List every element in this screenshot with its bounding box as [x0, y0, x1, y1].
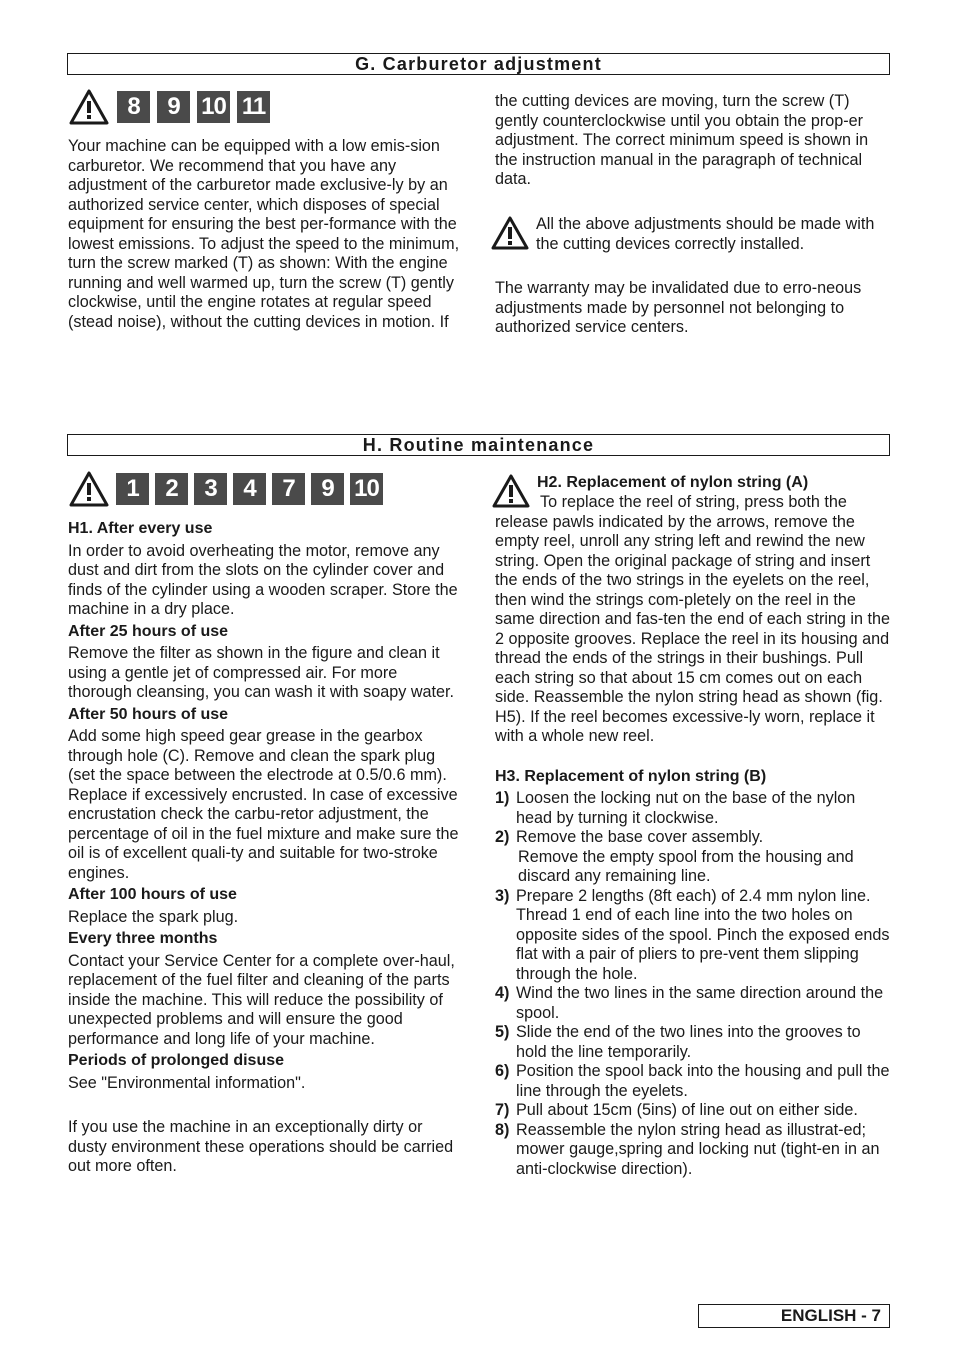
- warning-icon: [68, 88, 110, 126]
- h2-heading: H2. Replacement of nylon string (A): [537, 474, 809, 491]
- step-number: 3): [495, 886, 510, 905]
- step-number: 8): [495, 1120, 510, 1139]
- step-text: Reassemble the nylon string head as illustrat-ed; mower gauge,spring and locking nut (tight-en in an anti-clockwise direction).: [516, 1120, 880, 1178]
- after-50-hours-text: Add some high speed gear grease in the gearbox through hole (C). Remove and clean the spark plug (set the space between the electrode at 0.5/0.6 mm). Replace if excessively encrusted. In case of excessive encrustation check the carbu-retor adjustment, the percentage of oil in the fuel mixture and make sure the oil is of excellent quali-ty and suitable for two-stroke engines.: [68, 727, 459, 882]
- list-item: [495, 887, 891, 985]
- list-item: [495, 1023, 891, 1062]
- step-text: Remove the base cover assembly.: [516, 828, 764, 846]
- figure-ref-badge: 9: [157, 91, 190, 123]
- every-three-months-text: Contact your Service Center for a complete over-haul, replacement of the fuel filter and cleaning of the parts inside the machine. This will reduce the possibility of unexpected problems and will ensure the good performance and long life of your machine.: [68, 951, 455, 1048]
- figure-ref-badge: 10: [197, 91, 230, 123]
- section-g-icon-row: [68, 88, 270, 126]
- list-item: [495, 1062, 891, 1101]
- page-number-label: ENGLISH - 7: [698, 1304, 890, 1328]
- list-item: [495, 1101, 891, 1121]
- h2-text: To replace the reel of string, press both the release pawls indicated by the arrows, remove the empty reel, unroll any string left and rewind the new string. Open the original package of string and insert the ends of the two strings in the eyelets on the reel, then wind the strings com-pletely on the reel in the same direction and fas-ten the end of each string in the 2 opposite grooves. Replace the reel in its housing and thread the ends of the strings in their bushings. Pull each string so that about 15 cm comes out on each side. Reassemble the nylon string head as shown (fig. H5). If the reel becomes excessive-ly worn, replace it with a whole new reel.: [495, 493, 891, 745]
- warning-icon: [68, 470, 110, 508]
- every-three-months-heading: Every three months: [68, 930, 218, 947]
- section-h-title: H. Routine maintenance: [67, 434, 890, 456]
- figure-ref-badge: 10: [350, 473, 383, 505]
- prolonged-disuse-heading: Periods of prolonged disuse: [68, 1052, 285, 1069]
- h3-heading: H3. Replacement of nylon string (B): [495, 767, 767, 785]
- step-text: Pull about 15cm (5ins) of line out on either side.: [516, 1101, 858, 1119]
- step-number: 1): [495, 789, 510, 807]
- h1-text: In order to avoid overheating the motor, remove any dust and dirt from the slots on the cylinder cover and finds of the cylinder using a wooden scraper. Store the machine in a dry place.: [68, 541, 458, 618]
- after-50-hours-heading: After 50 hours of use: [68, 705, 229, 723]
- section-g-right-column: [495, 92, 891, 190]
- dusty-environment-text: If you use the machine in an exceptionally dirty or dusty environment these operations should be carried out more often.: [68, 1118, 454, 1175]
- warning-icon: [491, 473, 531, 509]
- figure-ref-badge: 11: [237, 91, 270, 123]
- section-h-icon-row: [68, 470, 383, 508]
- warranty-text: The warranty may be invalidated due to erro-neous adjustments made by personnel not belonging to authorized service centers.: [495, 279, 862, 336]
- section-h-right-column: [495, 473, 891, 1179]
- section-g-warning: [490, 215, 890, 254]
- adjustment-warning-text: All the above adjustments should be made with the cutting devices correctly installed.: [536, 215, 875, 253]
- step-number: 4): [495, 984, 510, 1002]
- list-item: [495, 984, 891, 1023]
- step-number: 2): [495, 828, 510, 846]
- warranty-note: [495, 279, 891, 338]
- after-100-hours-text: Replace the spark plug.: [68, 907, 239, 926]
- figure-ref-badge: 8: [117, 91, 150, 123]
- list-item: [495, 828, 891, 887]
- section-h-left-column: [68, 517, 464, 1177]
- step-number: 5): [495, 1023, 510, 1041]
- step-number: 7): [495, 1101, 510, 1119]
- after-100-hours-heading: After 100 hours of use: [68, 886, 237, 903]
- figure-ref-badge: 1: [116, 473, 149, 505]
- figure-ref-badge: 9: [311, 473, 344, 505]
- step-text: Slide the end of the two lines into the grooves to hold the line temporarily.: [516, 1023, 861, 1061]
- step-extra-text: Remove the empty spool from the housing and discard any remaining line.: [518, 847, 854, 885]
- step-text: Position the spool back into the housing and pull the line through the eyelets.: [516, 1062, 890, 1100]
- list-item: [495, 789, 891, 828]
- after-25-hours-text: Remove the filter as shown in the figure and clean it using a gentle jet of compressed air. For more thorough cleansing, you can wash it with soapy water.: [68, 644, 455, 701]
- carburetor-intro-text: Your machine can be equipped with a low emis-sion carburetor. We recommend that you have any adjustment of the carburetor made exclusive-ly by an authorized service center, which disposes of special equipment for ensuring the best per-formance with the lowest emissions. To adjust the speed to the minimum, turn the screw marked (T) as shown: With the engine running and well warmed up, turn the screw (T) gently clockwise, until the engine rotates at regular speed (stead noise), without the cutting devices in motion. If: [68, 137, 460, 331]
- h1-heading: H1. After every use: [68, 520, 213, 537]
- prolonged-disuse-text: See "Environmental information".: [68, 1073, 306, 1092]
- figure-ref-badge: 7: [272, 473, 305, 505]
- step-number: 6): [495, 1062, 510, 1080]
- warning-icon: [490, 215, 530, 251]
- after-25-hours-heading: After 25 hours of use: [68, 622, 229, 640]
- section-g-left-column: [68, 137, 464, 332]
- section-g-title: G. Carburetor adjustment: [67, 53, 890, 75]
- figure-ref-badge: 2: [155, 473, 188, 505]
- figure-ref-badge: 4: [233, 473, 266, 505]
- figure-ref-badge: 3: [194, 473, 227, 505]
- list-item: [495, 1121, 891, 1180]
- step-text: Wind the two lines in the same direction around the spool.: [516, 984, 884, 1022]
- h3-steps-list: [495, 789, 891, 1179]
- step-text: Prepare 2 lengths (8ft each) of 2.4 mm nylon line. Thread 1 end of each line into the two holes on opposite sides of the spool. Pinch the exposed ends flat with a pair of pliers to pre-vent them slipping through the hole.: [516, 886, 890, 983]
- step-text: Loosen the locking nut on the base of the nylon head by turning it clockwise.: [516, 789, 856, 827]
- carburetor-continued-text: the cutting devices are moving, turn the screw (T) gently counterclockwise until you obtain the prop-er adjustment. The correct minimum speed is shown in the instruction manual in the paragraph of technical data.: [495, 92, 869, 188]
